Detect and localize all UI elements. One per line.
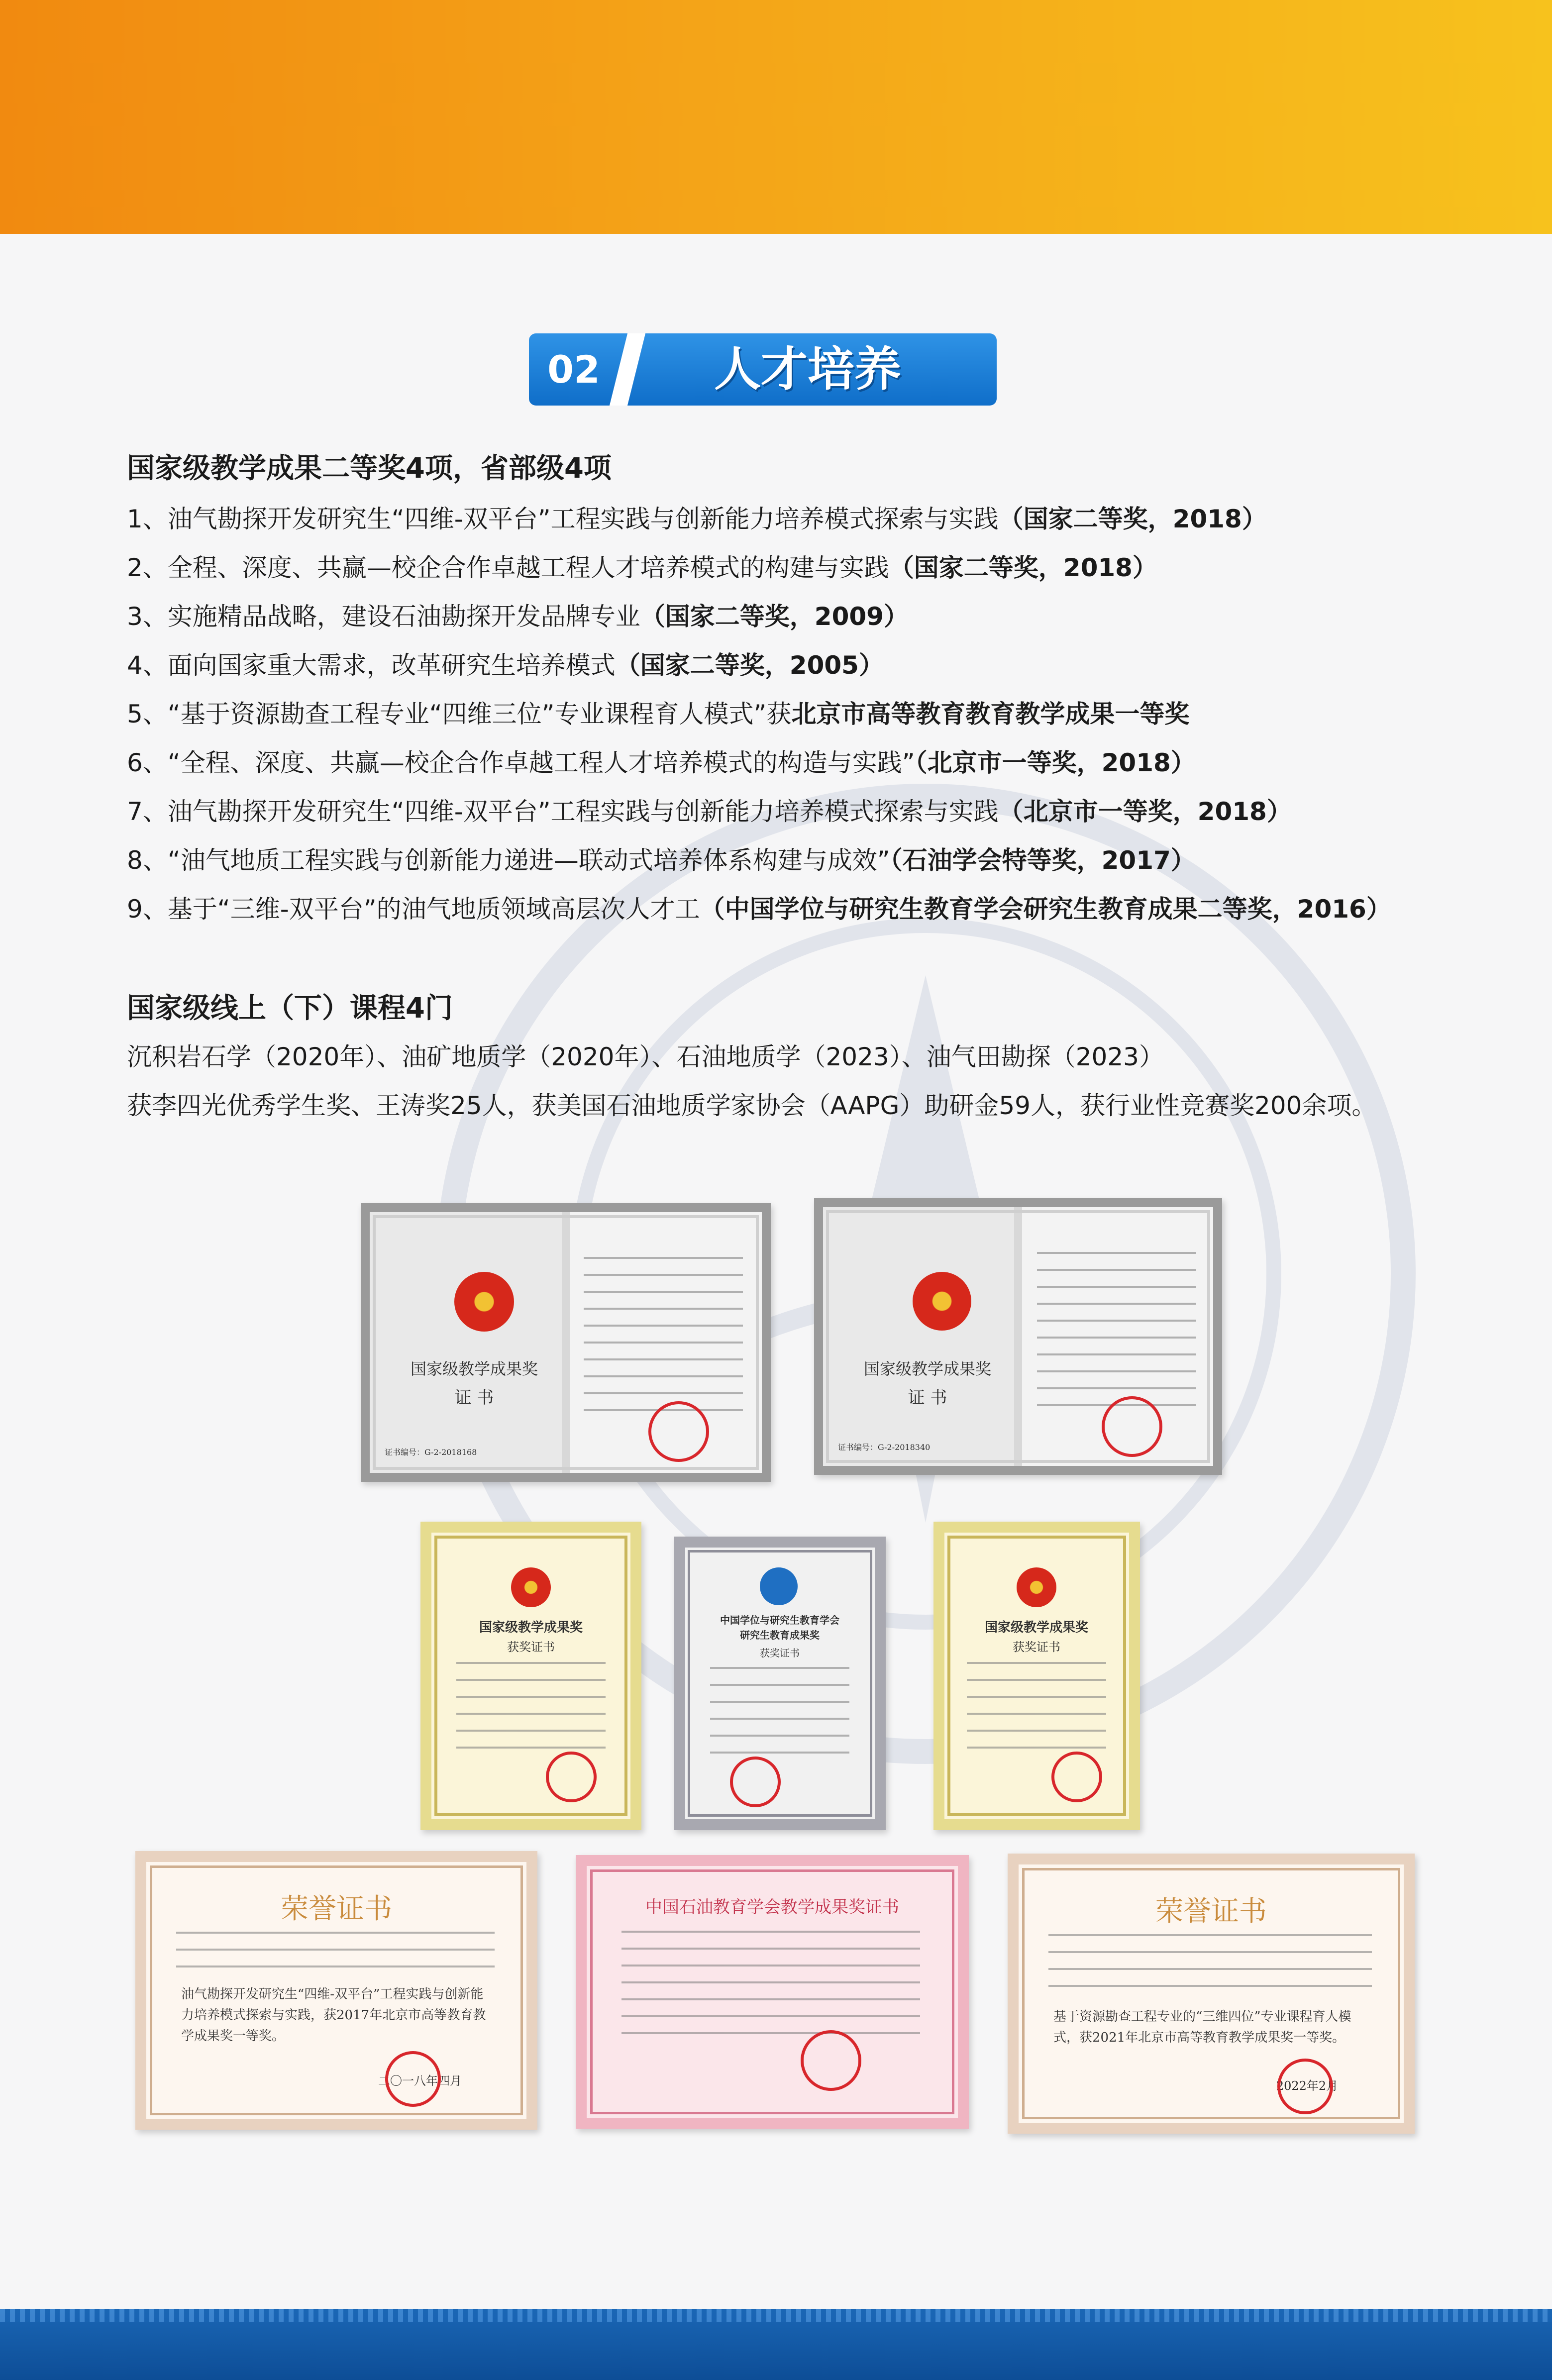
award-item-text: 7、油气勘探开发研究生“四维-双平台”工程实践与创新能力培养模式探索与实践 xyxy=(127,797,999,826)
official-seal-icon xyxy=(546,1752,597,1802)
award-item xyxy=(127,885,1510,933)
national-emblem-icon xyxy=(511,1567,551,1607)
courses-section xyxy=(127,988,1510,1130)
association-logo-icon xyxy=(760,1567,798,1605)
certificate-degree-association-2016 xyxy=(674,1537,886,1830)
certificate-number: 证书编号：G-2-2018340 xyxy=(838,1443,931,1452)
award-item-level: （北京市一等奖，2018） xyxy=(915,748,1196,777)
certificate-name-lines xyxy=(176,1932,495,1976)
awards-heading: 国家级教学成果二等奖4项，省部级4项 xyxy=(127,452,612,485)
section-header xyxy=(529,333,997,406)
certificate-text-lines xyxy=(584,1257,743,1421)
award-item-level: （国家二等奖，2018） xyxy=(998,505,1267,533)
certificate-honor-2018 xyxy=(135,1851,537,2130)
national-emblem-icon xyxy=(454,1272,514,1332)
certificate-body: 油气勘探开发研究生“四维-双平台”工程实践与创新能力培养模式探索与实践，获2017年北京市高等教育教学成果奖一等奖。 xyxy=(181,1987,486,2044)
certificate-title: 国家级教学成果奖 xyxy=(410,1359,538,1378)
top-banner xyxy=(0,0,1552,234)
certificate-text-lines xyxy=(621,1931,920,2035)
certificate-name-lines xyxy=(1048,1934,1372,1999)
award-item-level: （国家二等奖，2005） xyxy=(615,651,884,680)
award-item xyxy=(127,690,1510,738)
certificate-national-2005 xyxy=(420,1522,641,1830)
award-item xyxy=(127,543,1510,592)
award-item-text: 3、实施精品战略，建设石油勘探开发品牌专业 xyxy=(127,602,640,631)
certificate-national-2018-a xyxy=(361,1203,771,1482)
award-item-text: 2、全程、深度、共赢—校企合作卓越工程人才培养模式的构建与实践 xyxy=(127,553,889,582)
official-seal-icon xyxy=(801,2030,861,2091)
award-item-level: （国家二等奖，2009） xyxy=(640,602,909,631)
official-seal-icon xyxy=(730,1757,781,1807)
certificate-subtitle: 获奖证书 xyxy=(1013,1640,1060,1654)
certificate-title: 国家级教学成果奖 xyxy=(863,1359,991,1378)
certificate-title: 荣誉证书 xyxy=(1155,1895,1267,1928)
awards-list xyxy=(127,495,1510,933)
certificate-national-2018-b xyxy=(814,1198,1222,1475)
certificate-number: 证书编号：G-2-2018168 xyxy=(385,1448,477,1457)
national-emblem-icon xyxy=(913,1272,971,1331)
award-item xyxy=(127,495,1510,543)
certificate-honor-2022 xyxy=(1008,1854,1415,2134)
certificate-title: 中国石油教育学会教学成果奖证书 xyxy=(645,1897,899,1917)
certificate-date: 2022年2月 xyxy=(1276,2079,1339,2093)
award-item xyxy=(127,641,1510,690)
award-item-level: （国家二等奖，2018） xyxy=(889,553,1157,582)
certificate-title: 国家级教学成果奖 xyxy=(984,1620,1088,1635)
award-item-text: 6、“全程、深度、共赢—校企合作卓越工程人才培养模式的构造与实践” xyxy=(127,748,915,777)
award-item-text: 5、“基于资源勘查工程专业“四维三位”专业课程育人模式”获 xyxy=(127,700,792,728)
certificate-title: 荣誉证书 xyxy=(281,1893,392,1925)
section-number: 02 xyxy=(547,347,600,392)
award-item xyxy=(127,787,1510,836)
certificate-subtitle: 研究生教育成果奖 xyxy=(740,1629,820,1641)
certificate-national-2009 xyxy=(933,1522,1140,1830)
certificate-text-lines xyxy=(456,1662,606,1761)
official-seal-icon xyxy=(1277,2059,1333,2114)
certificate-text-lines xyxy=(710,1667,849,1757)
courses-list: 沉积岩石学（2020年）、油矿地质学（2020年）、石油地质学（2023）、油气田勘探（2023） xyxy=(127,1042,1164,1071)
awards-section xyxy=(127,448,1510,933)
award-item xyxy=(127,836,1510,885)
award-item-text: 9、基于“三维-双平台”的油气地质领域高层次人才工 xyxy=(127,895,700,924)
student-awards: 获李四光优秀学生奖、王涛奖25人，获美国石油地质学家协会（AAPG）助研金59人，获行业性竞赛奖200余项。 xyxy=(127,1091,1377,1120)
bottom-banner xyxy=(0,2309,1552,2380)
certificate-text-lines xyxy=(967,1662,1106,1761)
certificate-body: 基于资源勘查工程专业的“三维四位”专业课程育人模式，获2021年北京市高等教育教学成果奖一等奖。 xyxy=(1053,2009,1351,2045)
official-seal-icon xyxy=(1102,1396,1162,1457)
certificate-text-lines xyxy=(1037,1252,1196,1416)
award-item-level: （石油学会特等奖，2017） xyxy=(890,846,1196,875)
certificate-label: 获奖证书 xyxy=(760,1647,800,1659)
award-item-level: 北京市高等教育教育教学成果一等奖 xyxy=(791,700,1190,728)
official-seal-icon xyxy=(648,1401,709,1462)
award-item-text: 4、面向国家重大需求，改革研究生培养模式 xyxy=(127,651,616,680)
award-item xyxy=(127,592,1510,641)
official-seal-icon xyxy=(1051,1752,1102,1802)
certificate-subtitle: 获奖证书 xyxy=(507,1640,555,1654)
award-item-text: 8、“油气地质工程实践与创新能力递进—联动式培养体系构建与成效” xyxy=(127,846,890,875)
certificate-petroleum-society-2017 xyxy=(576,1855,969,2129)
certificate-subtitle: 证 书 xyxy=(454,1388,494,1408)
official-seal-icon xyxy=(385,2051,441,2107)
certificate-title: 国家级教学成果奖 xyxy=(479,1620,583,1635)
certificate-title: 中国学位与研究生教育学会 xyxy=(720,1614,839,1626)
award-item xyxy=(127,738,1510,787)
award-item-level: （中国学位与研究生教育学会研究生教育成果二等奖，2016） xyxy=(700,895,1391,924)
award-item-text: 1、油气勘探开发研究生“四维-双平台”工程实践与创新能力培养模式探索与实践 xyxy=(127,505,999,533)
national-emblem-icon xyxy=(1017,1567,1056,1607)
award-item-level: （北京市一等奖，2018） xyxy=(998,797,1292,826)
courses-heading: 国家级线上（下）课程4门 xyxy=(127,992,453,1025)
section-title: 人才培养 xyxy=(714,342,901,397)
certificate-subtitle: 证 书 xyxy=(908,1388,947,1408)
certificate-date: 二〇一八年四月 xyxy=(378,2074,462,2088)
